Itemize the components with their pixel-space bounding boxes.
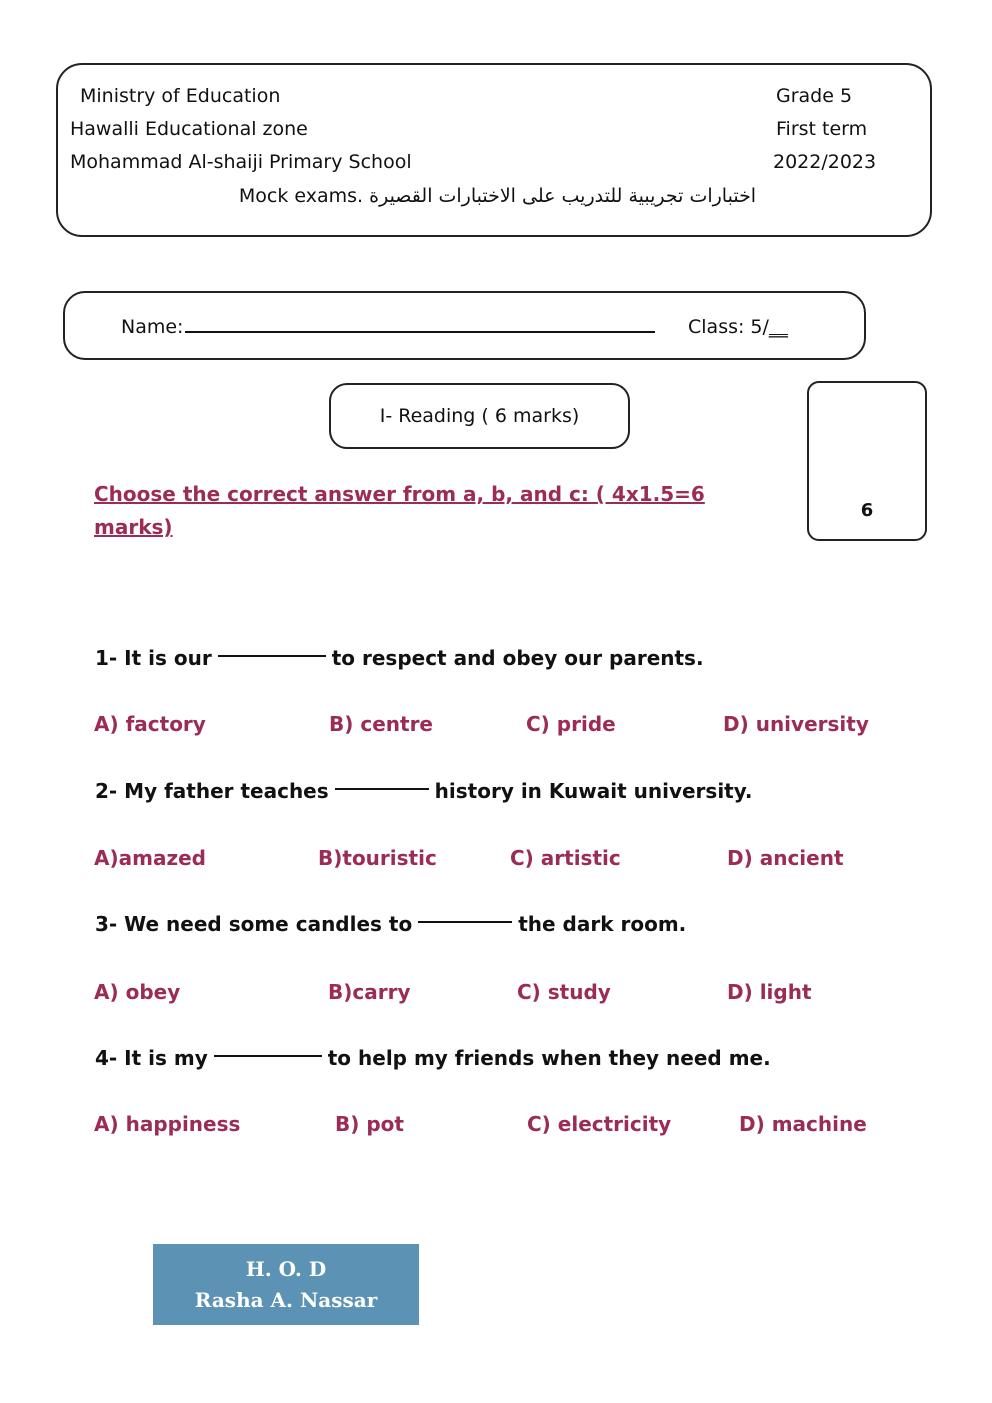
hod-stamp <box>153 1244 419 1325</box>
class-field[interactable]: __ <box>768 316 788 338</box>
class-label: Class: 5/ <box>688 316 769 338</box>
class-row <box>688 316 788 338</box>
q1-option-a[interactable]: A) factory <box>94 712 206 736</box>
term-label: First term <box>776 118 868 140</box>
exam-title: Mock exams. اختبارات تجريبية للتدريب على الاختبارات القصيرة <box>238 185 757 207</box>
q3-option-a[interactable]: A) obey <box>94 980 181 1004</box>
year-label: 2022/2023 <box>773 151 877 173</box>
q4-option-d[interactable]: D) machine <box>739 1112 867 1136</box>
question-3 <box>95 912 686 936</box>
q3-option-c[interactable]: C) study <box>517 980 611 1004</box>
q1-option-c[interactable]: C) pride <box>526 712 616 736</box>
grade-label: Grade 5 <box>776 85 853 107</box>
name-label: Name: <box>121 316 184 338</box>
hod-name: Rasha A. Nassar <box>194 1287 378 1312</box>
q1-option-b[interactable]: B) centre <box>329 712 433 736</box>
question-1-before: 1- It is our <box>95 646 212 670</box>
question-1-blank[interactable] <box>218 655 326 657</box>
question-2-blank[interactable] <box>335 788 429 790</box>
q1-option-d[interactable]: D) university <box>723 712 869 736</box>
score-value: 6 <box>860 500 874 521</box>
instruction: Choose the correct answer from a, b, and c: ( 4x1.5=6 marks) <box>94 482 705 539</box>
question-3-after: the dark room. <box>518 912 687 936</box>
question-4 <box>95 1046 771 1070</box>
section-title <box>329 383 630 449</box>
q2-option-d[interactable]: D) ancient <box>727 846 844 870</box>
q2-option-a[interactable]: A)amazed <box>94 846 206 870</box>
zone-label: Hawalli Educational zone <box>70 118 308 140</box>
q3-option-d[interactable]: D) light <box>727 980 812 1004</box>
question-4-blank[interactable] <box>214 1055 322 1057</box>
school-label: Mohammad Al-shaiji Primary School <box>70 151 412 173</box>
q3-option-b[interactable]: B)carry <box>328 980 411 1004</box>
q4-option-c[interactable]: C) electricity <box>527 1112 672 1136</box>
question-2-before: 2- My father teaches <box>95 779 329 803</box>
question-2-after: history in Kuwait university. <box>434 779 753 803</box>
q4-option-b[interactable]: B) pot <box>335 1112 404 1136</box>
ministry-label: Ministry of Education <box>80 85 281 107</box>
question-1 <box>95 646 704 670</box>
name-field[interactable] <box>185 331 655 333</box>
q4-option-a[interactable]: A) happiness <box>94 1112 241 1136</box>
question-3-blank[interactable] <box>418 921 512 923</box>
q2-option-b[interactable]: B)touristic <box>318 846 437 870</box>
name-row <box>121 316 657 338</box>
q2-option-c[interactable]: C) artistic <box>510 846 621 870</box>
question-3-before: 3- We need some candles to <box>95 912 413 936</box>
question-1-after: to respect and obey our parents. <box>331 646 704 670</box>
question-4-before: 4- It is my <box>95 1046 208 1070</box>
question-2 <box>95 779 753 803</box>
section-title-text: I- Reading ( 6 marks) <box>379 405 580 427</box>
hod-title: H. O. D <box>245 1256 327 1281</box>
question-4-after: to help my friends when they need me. <box>327 1046 771 1070</box>
